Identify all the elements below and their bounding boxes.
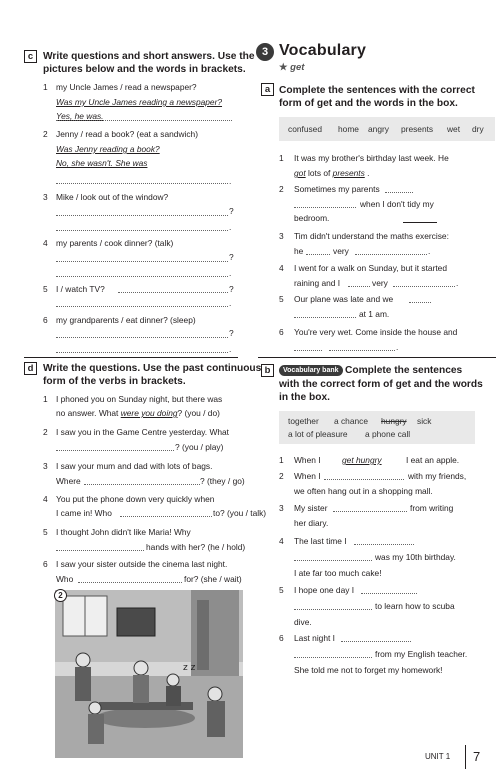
section-number-badge: 3	[256, 43, 274, 61]
period-mark: .	[229, 176, 232, 186]
sentence-text: he	[294, 246, 304, 256]
sentence-text: I eat an apple.	[406, 455, 460, 465]
sentence-text: You're very wet. Come inside the house and	[294, 327, 458, 337]
sentence-text-end: ? (you / do)	[177, 408, 220, 418]
sentence-text: hands with her? (he / hold)	[146, 542, 246, 552]
sentence-text: I saw your sister outside the cinema last night.	[56, 559, 228, 569]
item-number: 3	[279, 503, 284, 513]
item-number: 2	[43, 129, 48, 139]
sentence-text: was my 10th birthday.	[375, 552, 456, 562]
section-divider	[258, 357, 496, 358]
answer-line[interactable]	[56, 352, 228, 353]
item-number: 5	[43, 527, 48, 537]
sentence-text: When I	[294, 471, 321, 481]
vocabulary-bank-badge: Vocabulary bank	[279, 365, 343, 376]
item-number: 1	[279, 153, 284, 163]
answer-line[interactable]	[56, 450, 174, 451]
period-mark: .	[229, 298, 232, 308]
sentence-text: I hope one day I	[294, 585, 355, 595]
answer-line[interactable]	[294, 317, 356, 318]
word-item: angry	[368, 124, 389, 134]
example-answer: presents	[332, 168, 365, 178]
word-item: wet	[447, 124, 461, 134]
word-item: a chance	[334, 416, 368, 426]
example-short-answer: No, she wasn't. She was	[56, 158, 148, 168]
exercise-a-instruction-line2: form of get and the words in the box.	[279, 98, 458, 109]
sentence-text: dive.	[294, 617, 312, 627]
period-mark: .	[456, 278, 459, 288]
answer-line[interactable]	[120, 516, 212, 517]
answer-line[interactable]	[333, 511, 407, 512]
answer-line[interactable]	[409, 302, 431, 303]
question-prompt: Mike / look out of the window?	[56, 192, 169, 202]
sentence-text: bedroom.	[294, 213, 330, 223]
example-short-answer: Yes, he was.	[56, 111, 104, 121]
answer-line[interactable]	[294, 350, 322, 351]
sentence-text	[294, 168, 369, 179]
answer-line[interactable]	[84, 484, 200, 485]
word-item: dry	[472, 124, 484, 134]
sentence-text: Who	[56, 574, 74, 584]
example-answer: get hungry	[342, 455, 382, 465]
picture-number-badge: 2	[54, 589, 67, 602]
answer-line[interactable]	[294, 207, 356, 208]
subtitle-text: get	[290, 62, 305, 73]
example-answer: got	[294, 168, 306, 178]
answer-line[interactable]	[56, 120, 232, 121]
exercise-a-instruction-line1: Complete the sentences with the correct	[279, 85, 475, 96]
example-answer: Was my Uncle James reading a newspaper?	[56, 97, 223, 107]
sentence-text: her diary.	[294, 518, 329, 528]
word-box-a	[279, 117, 495, 141]
sentence-text: we often hang out in a shopping mall.	[294, 486, 433, 496]
page-number: 7	[473, 749, 481, 764]
question-prompt: my Uncle James / read a newspaper?	[56, 82, 197, 92]
exercise-c-letter: c	[24, 50, 37, 63]
word-item: presents	[401, 124, 434, 134]
answer-line[interactable]	[355, 254, 427, 255]
example-answer: Was Jenny reading a book?	[56, 144, 160, 154]
exercise-c-instruction-line2: pictures below and the words in brackets.	[43, 64, 246, 75]
answer-line[interactable]	[361, 593, 417, 594]
sentence-text: with my friends,	[408, 471, 467, 481]
item-number: 5	[279, 585, 284, 595]
sentence-text-start: no answer. What	[56, 408, 121, 418]
sentence-text: I saw you in the Game Centre yesterday. What	[56, 427, 230, 437]
period-mark: .	[396, 342, 399, 352]
sentence-text: at 1 am.	[359, 309, 390, 319]
item-number: 1	[279, 455, 284, 465]
question-prompt: Jenny / read a book? (eat a sandwich)	[56, 129, 198, 139]
exercise-b-instruction-line1: Complete the sentences	[345, 365, 463, 376]
answer-line[interactable]	[393, 286, 455, 287]
item-number: 4	[43, 238, 48, 248]
sentence-text: raining and I	[294, 278, 341, 288]
answer-line[interactable]	[354, 544, 414, 545]
question-mark: ?	[229, 284, 234, 294]
answer-line[interactable]	[385, 192, 413, 193]
example-answer: were you doing	[120, 408, 178, 418]
section-title: Vocabulary	[279, 42, 367, 59]
sentence-text: My sister	[294, 503, 328, 513]
sentence-text: Sometimes my parents	[294, 184, 380, 194]
answer-line[interactable]	[56, 337, 228, 338]
answer-line[interactable]	[294, 657, 372, 658]
item-number: 1	[43, 82, 48, 92]
word-item-used: hungry	[381, 416, 407, 426]
exercise-d-letter: d	[24, 362, 37, 375]
sentence-text-mid: lots of	[305, 168, 333, 178]
exercise-d-instruction-line1: Write the questions. Use the past continuous	[43, 363, 262, 374]
question-mark: ?	[229, 328, 234, 338]
word-item: sick	[417, 416, 432, 426]
item-number: 6	[43, 559, 48, 569]
sentence-text: You put the phone down very quickly when	[56, 494, 215, 504]
answer-line[interactable]	[306, 254, 330, 255]
item-number: 4	[279, 263, 284, 273]
exercise-d-instruction-line2: form of the verbs in brackets.	[43, 376, 186, 387]
answer-line[interactable]	[78, 582, 182, 583]
item-number: 1	[43, 394, 48, 404]
footer-divider	[465, 745, 466, 769]
sentence-text: Tim didn't understand the maths exercise:	[294, 231, 449, 241]
sentence-text: ? (they / go)	[200, 476, 245, 486]
period-mark: .	[229, 344, 232, 354]
answer-line[interactable]	[341, 641, 411, 642]
answer-line[interactable]	[56, 230, 228, 231]
exercise-c-instruction-line1: Write questions and short answers. Use the	[43, 51, 255, 62]
question-mark: ?	[229, 252, 234, 262]
item-number: 6	[279, 327, 284, 337]
sentence-text: It was my brother's birthday last week. He	[294, 153, 449, 163]
word-item: home	[338, 124, 359, 134]
answer-line[interactable]	[56, 261, 228, 262]
sentence-text	[56, 408, 220, 419]
sentence-text: Last night I	[294, 633, 335, 643]
sentence-text: ? (you / play)	[175, 442, 224, 452]
sentence-text: to? (you / talk)	[213, 508, 267, 518]
sentence-text: for? (she / wait)	[184, 574, 242, 584]
item-number: 2	[43, 427, 48, 437]
sentence-text: to learn how to scuba	[375, 601, 455, 611]
answer-line[interactable]	[324, 479, 404, 480]
sentence-text: Where	[56, 476, 81, 486]
svg-text:z z: z z	[183, 663, 196, 673]
answer-line[interactable]	[294, 560, 372, 561]
item-number: 6	[43, 315, 48, 325]
answer-line[interactable]	[56, 550, 144, 551]
sentence-text: The last time I	[294, 536, 347, 546]
answer-line[interactable]	[56, 215, 228, 216]
period-mark: .	[229, 222, 232, 232]
answer-line[interactable]	[329, 350, 395, 351]
sentence-text: from my English teacher.	[375, 649, 468, 659]
sentence-text: I ate far too much cake!	[294, 568, 382, 578]
illustration-drawing	[55, 590, 243, 758]
question-prompt: I / watch TV?	[56, 284, 105, 294]
sentence-text: from writing	[410, 503, 454, 513]
item-number: 2	[279, 184, 284, 194]
question-prompt: my parents / cook dinner? (talk)	[56, 238, 174, 248]
item-number: 3	[279, 231, 284, 241]
item-number: 3	[43, 192, 48, 202]
item-number: 4	[279, 536, 284, 546]
item-number: 6	[279, 633, 284, 643]
illustration-people-at-home	[55, 590, 243, 758]
unit-label: UNIT 1	[425, 752, 451, 761]
answer-line[interactable]	[56, 306, 228, 307]
item-number: 3	[43, 461, 48, 471]
exercise-b-letter: b	[261, 364, 274, 377]
sentence-text: I saw your mum and dad with lots of bags.	[56, 461, 213, 471]
word-item: together	[288, 416, 319, 426]
answer-line[interactable]	[348, 286, 370, 287]
section-divider	[24, 357, 238, 358]
exercise-a-letter: a	[261, 83, 274, 96]
exercise-b-instruction-line2: with the correct form of get and the words	[279, 379, 483, 390]
sentence-text: She told me not to forget my homework!	[294, 665, 443, 675]
star-icon: ★	[279, 62, 288, 73]
sentence-text: I thought John didn't like Maria! Why	[56, 527, 191, 537]
sentence-text: I went for a walk on Sunday, but it started	[294, 263, 448, 273]
item-number: 5	[43, 284, 48, 294]
exercise-b-instruction-line3: in the box.	[279, 392, 330, 403]
word-item: a lot of pleasure	[288, 429, 348, 439]
sentence-text: very	[372, 278, 388, 288]
word-box-b	[279, 411, 475, 444]
answer-line[interactable]	[118, 292, 228, 293]
item-number: 4	[43, 494, 48, 504]
sentence-text-end: .	[364, 168, 370, 178]
question-prompt: my grandparents / eat dinner? (sleep)	[56, 315, 196, 325]
answer-line[interactable]	[56, 276, 228, 277]
answer-line[interactable]	[294, 609, 372, 610]
answer-line[interactable]	[56, 183, 228, 184]
question-mark: ?	[229, 206, 234, 216]
period-mark: .	[229, 268, 232, 278]
word-item: a phone call	[365, 429, 411, 439]
item-number: 5	[279, 294, 284, 304]
sentence-text: when I don't tidy my	[360, 199, 434, 209]
sentence-text: I came in! Who	[56, 508, 112, 518]
section-subtitle	[279, 62, 304, 73]
sentence-text: When I	[294, 455, 321, 465]
sentence-text: very	[333, 246, 349, 256]
word-item: confused	[288, 124, 322, 134]
item-number: 2	[279, 471, 284, 481]
period-mark: .	[428, 246, 431, 256]
sentence-text: I phoned you on Sunday night, but there was	[56, 394, 223, 404]
answer-line[interactable]	[403, 222, 437, 223]
sentence-text: Our plane was late and we	[294, 294, 394, 304]
